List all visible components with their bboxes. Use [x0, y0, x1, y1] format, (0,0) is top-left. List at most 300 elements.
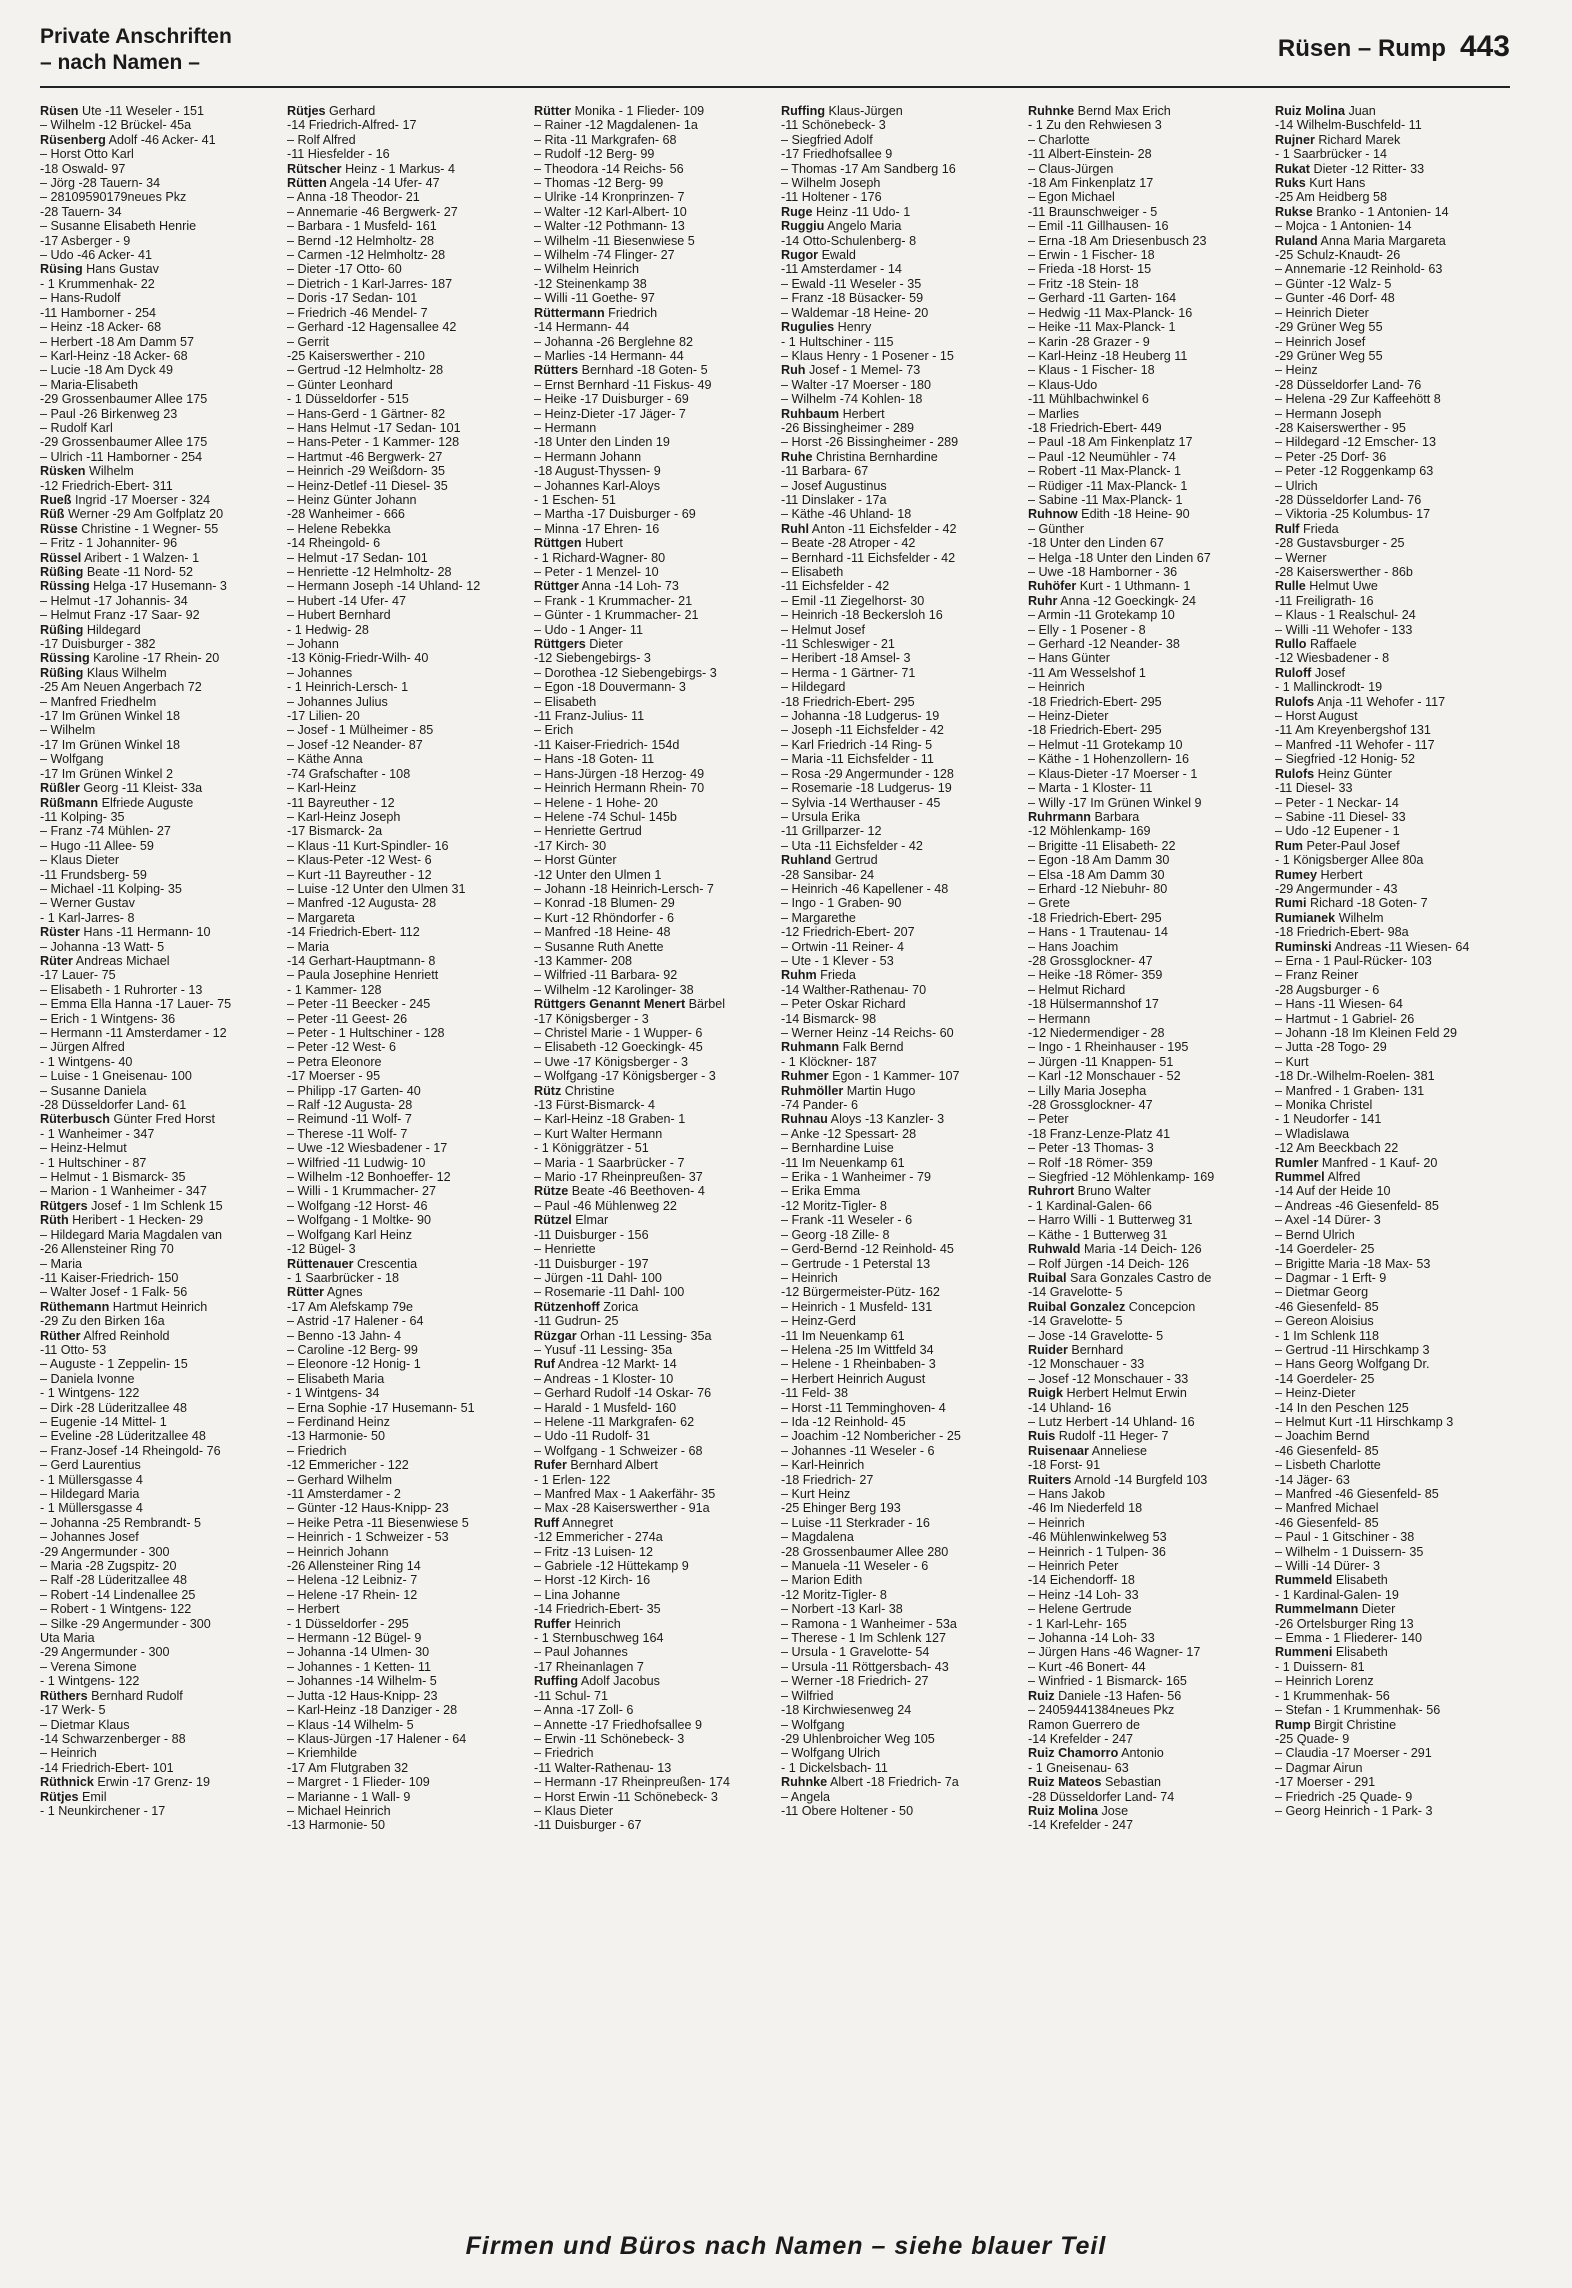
- entry-details: -11 Im Neuenkamp 61: [781, 1155, 905, 1170]
- entry-details: – Wolfgang - 1 Moltke- 90: [287, 1213, 431, 1228]
- entry-details: – Silke -29 Angermunder - 300: [40, 1616, 211, 1631]
- directory-entry: [1275, 968, 1514, 982]
- entry-surname: Ruffing: [781, 104, 826, 118]
- directory-entry: [781, 1559, 1020, 1573]
- entry-details: – Manfred Max - 1 Aakerfähr- 35: [534, 1487, 716, 1501]
- entry-details: – Gerd-Bernd -12 Reinhold- 45: [781, 1242, 954, 1257]
- entry-details: – Verena Simone: [40, 1659, 137, 1674]
- directory-entry: [1275, 464, 1514, 478]
- entry-details: – Josef - 1 Mülheimer - 85: [287, 723, 434, 738]
- entry-details: – Helene -74 Schul- 145b: [534, 809, 677, 824]
- entry-details: - 1 Wintgens- 40: [40, 1054, 133, 1069]
- directory-entry: [287, 1069, 526, 1083]
- directory-entry: [534, 1458, 773, 1472]
- entry-details: – Rosemarie -11 Dahl- 100: [534, 1285, 685, 1300]
- entry-details: -11 Dinslaker - 17a: [781, 492, 887, 507]
- directory-entry: [781, 378, 1020, 392]
- entry-details: - 1 Königgrätzer - 51: [534, 1141, 649, 1156]
- directory-entry: [1028, 925, 1267, 939]
- entry-details: – Andreas -46 Giesenfeld- 85: [1275, 1198, 1439, 1213]
- entry-details: -25 Schulz-Knaudt- 26: [1275, 248, 1401, 263]
- directory-entry: [534, 709, 773, 723]
- entry-details: – Peter - 1 Menzel- 10: [534, 565, 659, 579]
- directory-entry: [1028, 1213, 1267, 1227]
- directory-entry: [1275, 824, 1514, 838]
- directory-entry: [534, 1372, 773, 1386]
- directory-entry: [1028, 1746, 1267, 1760]
- entry-details: – Friedrich: [534, 1746, 594, 1761]
- entry-surname: Rüßmann: [40, 795, 99, 810]
- entry-details: - 1 Dickelsbach- 11: [781, 1760, 888, 1775]
- directory-entry: [40, 853, 279, 867]
- entry-details: – Klaus - 1 Realschul- 24: [1275, 608, 1416, 623]
- entry-details: – Heike -11 Max-Planck- 1: [1028, 320, 1176, 335]
- directory-entry: [781, 839, 1020, 853]
- directory-entry: [1028, 608, 1267, 622]
- directory-entry: [1028, 565, 1267, 579]
- footer-note: Firmen und Büros nach Namen – siehe blauer Teil: [465, 2232, 1107, 2260]
- entry-details: – Winfried - 1 Bismarck- 165: [1028, 1674, 1187, 1689]
- entry-details: – Ernst Bernhard -11 Fiskus- 49: [534, 377, 712, 392]
- entry-surname: Ruhm: [781, 968, 817, 983]
- directory-entry: [781, 479, 1020, 493]
- directory-entry: [287, 1415, 526, 1429]
- entry-details: -12 Emmericher - 122: [287, 1458, 409, 1473]
- entry-details: Adolf Jacobus: [578, 1674, 660, 1689]
- directory-entry: [1028, 1026, 1267, 1040]
- directory-entry: [1028, 1401, 1267, 1415]
- entry-details: Concepcion: [1125, 1299, 1196, 1314]
- directory-entry: [287, 1112, 526, 1126]
- directory-entry: [1028, 810, 1267, 824]
- directory-entry: [534, 767, 773, 781]
- directory-entry: [534, 277, 773, 291]
- directory-entry: [287, 1804, 526, 1818]
- directory-entry: [40, 623, 279, 637]
- directory-entry: [781, 925, 1020, 939]
- entry-details: – Kurt -46 Bonert- 44: [1028, 1659, 1146, 1674]
- entry-details: – Luise -11 Sterkrader - 16: [781, 1515, 930, 1530]
- entry-details: – Harald - 1 Musfeld- 160: [534, 1400, 677, 1415]
- entry-details: – Manfred -18 Heine- 48: [534, 925, 671, 940]
- entry-details: – Peter - 1 Neckar- 14: [1275, 795, 1399, 810]
- directory-entry: [40, 1487, 279, 1501]
- entry-details: -17 Im Grünen Winkel 18: [40, 709, 180, 724]
- directory-entry: [1028, 1156, 1267, 1170]
- entry-details: – Kurt: [1275, 1054, 1309, 1069]
- directory-entry: [287, 1530, 526, 1544]
- directory-entry: [1275, 450, 1514, 464]
- entry-details: – Horst Otto Karl: [40, 147, 134, 162]
- entry-details: – Heike Petra -11 Biesenwiese 5: [287, 1515, 469, 1530]
- entry-details: -14 Friedrich-Ebert- 112: [287, 925, 420, 940]
- directory-entry: [781, 551, 1020, 565]
- directory-entry: [287, 1228, 526, 1242]
- directory-entry: [1028, 1429, 1267, 1443]
- entry-details: Bärbel: [685, 997, 726, 1012]
- directory-entry: [287, 306, 526, 320]
- directory-entry: [534, 162, 773, 176]
- entry-details: – Friedrich: [287, 1443, 347, 1458]
- directory-entry: [40, 335, 279, 349]
- directory-entry: [534, 133, 773, 147]
- entry-details: -17 Im Grünen Winkel 2: [40, 766, 173, 781]
- directory-entry: [1028, 464, 1267, 478]
- entry-surname: Rulf: [1275, 521, 1300, 536]
- entry-details: – Herbert Heinrich August: [781, 1371, 926, 1386]
- directory-entry: [1028, 234, 1267, 248]
- directory-entry: [1275, 925, 1514, 939]
- directory-entry: [40, 723, 279, 737]
- entry-details: – Gerhard -11 Garten- 164: [1028, 291, 1177, 306]
- directory-entry: [534, 579, 773, 593]
- directory-entry: [1275, 1689, 1514, 1703]
- entry-details: – Hans -11 Wiesen- 64: [1275, 997, 1403, 1012]
- entry-details: - 1 Königsberger Allee 80a: [1275, 853, 1424, 868]
- entry-details: -28 Grossglockner- 47: [1028, 1098, 1153, 1113]
- directory-entry: [781, 1386, 1020, 1400]
- entry-details: – Paul -26 Birkenweg 23: [40, 406, 178, 421]
- entry-surname: Ruhnau: [781, 1112, 828, 1127]
- entry-surname: Rüssel: [40, 550, 82, 565]
- directory-entry: [781, 1170, 1020, 1184]
- directory-entry: [1028, 1199, 1267, 1213]
- entry-details: – Helmut -11 Grotekamp 10: [1028, 737, 1183, 752]
- entry-details: -11 Hiesfelder - 16: [287, 147, 390, 162]
- directory-entry: [781, 709, 1020, 723]
- directory-entry: [1275, 1530, 1514, 1544]
- entry-details: – Lisbeth Charlotte: [1275, 1458, 1381, 1473]
- entry-details: Falk Bernd: [839, 1040, 904, 1055]
- directory-entry: [287, 507, 526, 521]
- directory-entry: [1028, 651, 1267, 665]
- directory-entry: [534, 1156, 773, 1170]
- directory-entry: [287, 1501, 526, 1515]
- entry-surname: Ruloff: [1275, 665, 1312, 680]
- entry-details: – Astrid -17 Halener - 64: [287, 1314, 424, 1329]
- entry-details: – Johannes: [287, 665, 353, 680]
- directory-entry: [1275, 248, 1514, 262]
- directory-entry: [40, 1588, 279, 1602]
- entry-details: Gerhard: [325, 104, 376, 118]
- directory-entry: [534, 234, 773, 248]
- entry-details: -14 Friedrich-Alfred- 17: [287, 118, 417, 133]
- directory-entry: [40, 1170, 279, 1184]
- entry-surname: Ruisenaar: [1028, 1443, 1089, 1458]
- directory-entry: [40, 1184, 279, 1198]
- entry-details: – Dietmar Klaus: [40, 1717, 130, 1732]
- directory-entry: [40, 1300, 279, 1314]
- directory-entry: [1275, 608, 1514, 622]
- entry-details: – Stefan - 1 Krummenhak- 56: [1275, 1703, 1441, 1718]
- entry-surname: Ruider: [1028, 1342, 1068, 1357]
- directory-entry: [781, 392, 1020, 406]
- directory-entry: [1028, 1718, 1267, 1732]
- entry-details: - 1 Karl-Lehr- 165: [1028, 1616, 1127, 1631]
- directory-entry: [781, 1473, 1020, 1487]
- entry-details: -26 Ortelsburger Ring 13: [1275, 1616, 1414, 1631]
- entry-details: – Klaus -11 Kurt-Spindler- 16: [287, 838, 449, 853]
- directory-entry: [287, 1012, 526, 1026]
- entry-details: – Josef Augustinus: [781, 478, 887, 493]
- entry-details: – Peter -13 Thomas- 3: [1028, 1141, 1154, 1156]
- directory-entry: [534, 1429, 773, 1443]
- entry-details: – Hans-Peter - 1 Kammer- 128: [287, 435, 460, 450]
- entry-surname: Ruhnke: [781, 1775, 828, 1790]
- directory-entry: [40, 824, 279, 838]
- entry-details: – Karl-Heinz -18 Heuberg 11: [1028, 348, 1188, 363]
- entry-details: - 1 Neudorfer - 141: [1275, 1112, 1382, 1127]
- directory-entry: [1028, 435, 1267, 449]
- entry-details: -17 Königsberger - 3: [534, 1011, 649, 1026]
- entry-details: – Helene - 1 Rheinbaben- 3: [781, 1357, 936, 1372]
- entry-details: -18 Franz-Lenze-Platz 41: [1028, 1126, 1171, 1141]
- directory-entry: [40, 1357, 279, 1371]
- entry-details: – Heinrich Hermann Rhein- 70: [534, 781, 705, 796]
- entry-surname: Ruis: [1028, 1429, 1056, 1444]
- entry-details: – Heike -17 Duisburger - 69: [534, 392, 689, 407]
- entry-details: – Rita -11 Markgrafen- 68: [534, 132, 677, 147]
- entry-details: -18 Forst- 91: [1028, 1458, 1101, 1473]
- entry-details: – Wolfgang -17 Königsberger - 3: [534, 1069, 716, 1084]
- directory-entry: [781, 695, 1020, 709]
- entry-details: -28 Augsburger - 6: [1275, 982, 1380, 997]
- entry-details: – Heinrich - 1 Schweizer - 53: [287, 1530, 449, 1545]
- entry-surname: Rukat: [1275, 161, 1310, 176]
- directory-entry: [1275, 1746, 1514, 1760]
- directory-entry: [287, 940, 526, 954]
- directory-column: [40, 104, 279, 2190]
- entry-details: – Heinrich - 1 Musfeld- 131: [781, 1299, 933, 1314]
- directory-entry: [287, 1458, 526, 1472]
- entry-details: – Manfred - 1 Graben- 131: [1275, 1083, 1425, 1098]
- entry-details: – Heinz -18 Acker- 68: [40, 320, 162, 335]
- directory-entry: [1028, 738, 1267, 752]
- entry-details: -18 Unter den Linden 67: [1028, 536, 1164, 551]
- directory-entry: [534, 147, 773, 161]
- directory-entry: [40, 1098, 279, 1112]
- entry-details: – Manfred -46 Giesenfeld- 85: [1275, 1487, 1439, 1501]
- entry-details: – Frieda -18 Horst- 15: [1028, 262, 1152, 277]
- entry-details: – Ewald -11 Weseler - 35: [781, 276, 922, 291]
- directory-entry: [534, 1674, 773, 1688]
- entry-surname: Ruhr: [1028, 593, 1058, 608]
- entry-details: Annegret: [559, 1515, 614, 1530]
- entry-details: – Ralf -28 Lüderitzallee 48: [40, 1573, 188, 1588]
- entry-surname: Rüther: [40, 1328, 81, 1343]
- entry-details: – Heinrich: [1028, 1515, 1085, 1530]
- directory-entry: [1275, 1156, 1514, 1170]
- entry-details: -12 Unter den Ulmen 1: [534, 867, 662, 882]
- directory-entry: [40, 407, 279, 421]
- directory-entry: [781, 940, 1020, 954]
- entry-details: – Rolf Jürgen -14 Deich- 126: [1028, 1256, 1190, 1271]
- directory-entry: [40, 104, 279, 118]
- entry-details: – Wilhelm: [40, 723, 96, 738]
- directory-entry: [781, 291, 1020, 305]
- entry-details: Elisabeth: [1332, 1645, 1388, 1660]
- directory-entry: [1028, 1084, 1267, 1098]
- entry-details: – Helena -29 Zur Kaffeehött 8: [1275, 392, 1441, 407]
- directory-entry: [287, 752, 526, 766]
- directory-entry: [287, 1674, 526, 1688]
- entry-details: - 1 Düsseldorfer - 515: [287, 392, 409, 407]
- entry-details: -12 Monschauer - 33: [1028, 1357, 1145, 1372]
- entry-details: – 24059441384neues Pkz: [1028, 1703, 1175, 1718]
- entry-surname: Rumler: [1275, 1155, 1319, 1170]
- entry-details: – Maria -11 Eichsfelder - 11: [781, 752, 934, 767]
- entry-details: -11 Holtener - 176: [781, 190, 882, 205]
- entry-details: – Helene -17 Rhein- 12: [287, 1587, 418, 1602]
- entry-details: Andrea -12 Markt- 14: [554, 1357, 677, 1372]
- directory-entry: [534, 190, 773, 204]
- directory-entry: [1028, 579, 1267, 593]
- entry-details: – Paul -46 Mühlenweg 22: [534, 1198, 677, 1213]
- entry-details: Emil: [78, 1789, 107, 1804]
- directory-entry: [1275, 579, 1514, 593]
- directory-entry: [287, 896, 526, 910]
- directory-entry: [40, 1790, 279, 1804]
- entry-details: -11 Amsterdamer - 2: [287, 1487, 401, 1501]
- entry-details: – Helene - 1 Hohe- 20: [534, 795, 658, 810]
- entry-details: -17 Bismarck- 2a: [287, 824, 383, 839]
- directory-entry: [40, 1761, 279, 1775]
- directory-entry: [781, 1098, 1020, 1112]
- directory-entry: [781, 349, 1020, 363]
- entry-details: – Kurt Heinz: [781, 1487, 851, 1501]
- entry-details: -74 Pander- 6: [781, 1098, 859, 1113]
- directory-entry: [534, 1588, 773, 1602]
- entry-details: Adolf -46 Acker- 41: [105, 132, 216, 147]
- entry-details: Erwin -17 Grenz- 19: [93, 1775, 211, 1790]
- directory-entry: [534, 1271, 773, 1285]
- entry-details: – Dagmar - 1 Erft- 9: [1275, 1270, 1387, 1285]
- entry-details: – Maria -28 Zugspitz- 20: [40, 1559, 177, 1574]
- entry-details: - 1 Mallinckrodt- 19: [1275, 680, 1383, 695]
- directory-entry: [781, 421, 1020, 435]
- entry-details: – Heinrich Dieter: [1275, 305, 1369, 320]
- directory-entry: [781, 104, 1020, 118]
- entry-details: -12 Siebengebirgs- 3: [534, 651, 651, 666]
- entry-details: – Helmut Franz -17 Saar- 92: [40, 608, 200, 623]
- entry-details: Antonio: [1118, 1746, 1164, 1761]
- entry-details: – Heinrich Johann: [287, 1544, 389, 1559]
- directory-entry: [287, 291, 526, 305]
- directory-entry: [40, 637, 279, 651]
- directory-entry: [1275, 1141, 1514, 1155]
- entry-details: – 28109590179neues Pkz: [40, 190, 187, 205]
- entry-details: – Peter -11 Beecker - 245: [287, 997, 431, 1012]
- directory-entry: [40, 940, 279, 954]
- directory-entry: [1028, 896, 1267, 910]
- directory-entry: [1028, 796, 1267, 810]
- entry-details: – Egon Michael: [1028, 190, 1115, 205]
- directory-entry: [781, 1588, 1020, 1602]
- entry-details: -25 Am Neuen Angerbach 72: [40, 680, 202, 695]
- entry-details: – Sabine -11 Diesel- 33: [1275, 809, 1406, 824]
- entry-details: Bernhard Albert: [566, 1458, 658, 1473]
- directory-entry: [781, 1069, 1020, 1083]
- directory-entry: [1028, 1732, 1267, 1746]
- entry-surname: Rütscher: [287, 161, 342, 176]
- entry-details: – Klaus Dieter: [534, 1803, 614, 1818]
- directory-entry: [781, 234, 1020, 248]
- entry-details: Sara Gonzales Castro de: [1066, 1270, 1212, 1285]
- entry-details: Gertrud: [831, 853, 878, 868]
- directory-entry: [1275, 507, 1514, 521]
- directory-entry: [1275, 1559, 1514, 1573]
- directory-entry: [40, 248, 279, 262]
- directory-entry: [40, 752, 279, 766]
- directory-entry: [287, 378, 526, 392]
- entry-details: – Paul Johannes: [534, 1645, 628, 1660]
- directory-column: [287, 104, 526, 2190]
- entry-surname: Ruff: [534, 1515, 560, 1530]
- entry-details: – Heinrich: [40, 1746, 97, 1761]
- entry-details: Crescentia: [353, 1256, 418, 1271]
- entry-details: -17 Lilien- 20: [287, 709, 360, 724]
- entry-details: -11 Obere Holtener - 50: [781, 1803, 914, 1818]
- directory-entry: [534, 1213, 773, 1227]
- directory-entry: [287, 997, 526, 1011]
- directory-entry: [781, 1314, 1020, 1328]
- directory-entry: [1275, 234, 1514, 248]
- entry-details: – Helena -25 Im Wittfeld 34: [781, 1342, 934, 1357]
- directory-entry: [781, 190, 1020, 204]
- directory-entry: [534, 1473, 773, 1487]
- entry-details: – Paula Josephine Henriett: [287, 968, 439, 983]
- entry-details: Angelo Maria: [824, 219, 902, 234]
- entry-details: – Margarethe: [781, 910, 856, 925]
- entry-surname: Rüß: [40, 507, 65, 522]
- directory-entry: [534, 997, 773, 1011]
- entry-details: – Doris -17 Sedan- 101: [287, 291, 418, 306]
- directory-entry: [1028, 363, 1267, 377]
- directory-entry: [1275, 1516, 1514, 1530]
- directory-entry: [1275, 1242, 1514, 1256]
- entry-details: – Wolfgang: [781, 1717, 845, 1732]
- directory-entry: [781, 796, 1020, 810]
- directory-entry: [40, 781, 279, 795]
- directory-entry: [534, 335, 773, 349]
- directory-entry: [40, 1271, 279, 1285]
- directory-entry: [1275, 1170, 1514, 1184]
- directory-entry: [534, 1040, 773, 1054]
- entry-details: – Günter -12 Walz- 5: [1275, 276, 1392, 291]
- directory-entry: [781, 1501, 1020, 1515]
- directory-entry: [287, 1487, 526, 1501]
- entry-details: – Henriette Gertrud: [534, 824, 642, 839]
- entry-details: Herbert Helmut Erwin: [1062, 1386, 1187, 1401]
- entry-details: - 1 Hultschiner - 115: [781, 334, 894, 349]
- entry-details: Zorica: [599, 1299, 639, 1314]
- entry-details: Angela -14 Ufer- 47: [326, 176, 440, 191]
- directory-entry: [781, 493, 1020, 507]
- directory-entry: [781, 176, 1020, 190]
- entry-details: – Johannes -11 Weseler - 6: [781, 1443, 935, 1458]
- entry-details: – Erich - 1 Wintgens- 36: [40, 1011, 176, 1026]
- entry-details: – Manfred -12 Augusta- 28: [287, 896, 437, 911]
- directory-entry: [534, 421, 773, 435]
- directory-entry: [40, 695, 279, 709]
- directory-entry: [40, 1084, 279, 1098]
- directory-entry: [1028, 1559, 1267, 1573]
- entry-details: – Luise - 1 Gneisenau- 100: [40, 1069, 192, 1084]
- entry-details: – Käthe - 1 Butterweg 31: [1028, 1227, 1168, 1242]
- entry-details: – Armin -11 Grotekamp 10: [1028, 608, 1175, 623]
- directory-entry: [534, 1818, 773, 1832]
- directory-entry: [1028, 1184, 1267, 1198]
